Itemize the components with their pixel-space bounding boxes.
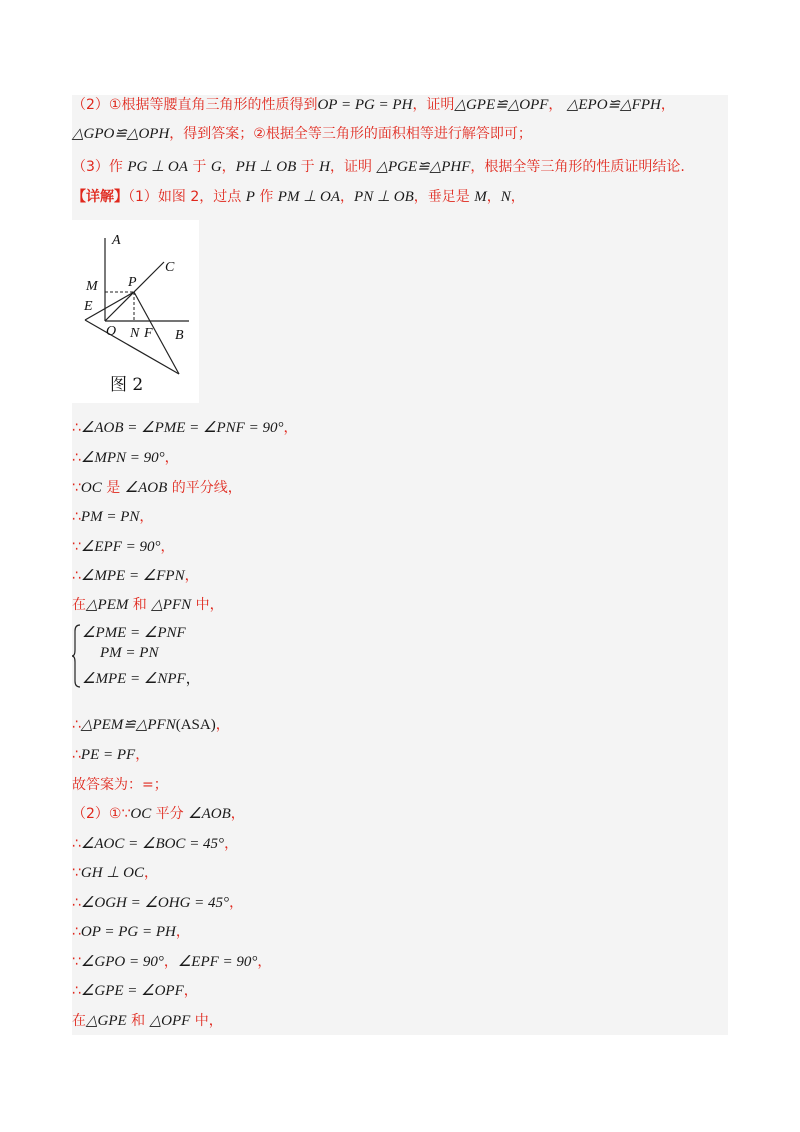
text: 平分	[151, 806, 189, 822]
text: ，	[510, 189, 525, 205]
formula: △GPE≌△OPF	[454, 97, 549, 113]
formula: △GPE	[86, 1013, 127, 1029]
proof-line	[72, 1011, 223, 1031]
punctuation: ，	[139, 509, 154, 525]
formula: PM = PN	[80, 509, 140, 525]
label-a: A	[112, 233, 121, 248]
formula: ∠MPE = ∠FPN	[80, 568, 185, 584]
formula: OC	[130, 806, 152, 822]
label-o: O	[106, 324, 117, 339]
formula: △PFN	[151, 597, 192, 613]
text: （1）如图 2，过点	[128, 189, 246, 205]
punctuation: ，	[144, 865, 158, 881]
proof-line	[72, 981, 198, 1001]
proof-line	[72, 922, 190, 942]
label-m: M	[86, 279, 98, 294]
text: 于	[187, 159, 211, 175]
text: ，	[660, 97, 675, 113]
text: 在	[72, 1013, 86, 1029]
formula: △EPO≌△FPH	[566, 97, 661, 113]
formula: △PEM	[86, 597, 129, 613]
proof-line	[72, 715, 230, 735]
formula: PE = PF	[80, 747, 136, 763]
text: ，	[221, 159, 236, 175]
proof-line	[72, 595, 224, 615]
label-f: F	[144, 326, 153, 341]
punctuation: ，	[184, 568, 199, 584]
text: 中，	[191, 597, 224, 613]
text: 于	[296, 159, 320, 175]
text: 的平分线，	[167, 480, 242, 496]
text: （2）①根据等腰直角三角形的性质得到	[72, 97, 318, 113]
formula: △PGE≌△PHF	[376, 159, 471, 175]
proof-line	[72, 863, 158, 883]
punctuation: ，	[164, 450, 179, 466]
formula: ∠GPO = 90°	[80, 954, 164, 970]
punctuation: ，	[215, 717, 230, 733]
formula: GH ⊥ OC	[80, 865, 144, 881]
text: （2）①	[72, 806, 122, 822]
text: ，	[163, 954, 178, 970]
formula: PG ⊥ OA	[127, 159, 188, 175]
punctuation: ，	[185, 671, 201, 687]
formula: ∠AOC = ∠BOC = 45°	[80, 836, 225, 852]
therefore-symbol: ∴	[72, 420, 81, 436]
text: ，根据全等三角形的性质证明结论.	[470, 159, 685, 175]
system-row	[82, 667, 201, 688]
proof-line	[72, 507, 153, 527]
text: ，	[486, 189, 501, 205]
formula: ∠AOB	[188, 806, 231, 822]
text: ，证明	[329, 159, 377, 175]
analysis-line-2	[72, 95, 675, 115]
text: ，垂足是	[413, 189, 475, 205]
formula: △PEM≌△PFN	[80, 717, 176, 733]
formula: ∠EPF = 90°	[177, 954, 258, 970]
formula: ∠MPE = ∠NPF	[82, 671, 186, 687]
proof-line	[72, 537, 174, 557]
punctuation: ，	[224, 836, 239, 852]
label-e: E	[84, 299, 93, 314]
punctuation: ，	[283, 420, 298, 436]
formula: P	[245, 189, 255, 205]
text: 中，	[190, 1013, 223, 1029]
formula: G	[210, 159, 222, 175]
formula: N	[500, 189, 511, 205]
text: 和	[126, 1013, 150, 1029]
text: （3）作	[72, 159, 128, 175]
punctuation: ，	[230, 806, 245, 822]
reason: (ASA)	[175, 717, 216, 733]
therefore-symbol: ∴	[72, 747, 81, 763]
formula: PH ⊥ OB	[235, 159, 297, 175]
figure-caption: 图 2	[110, 375, 144, 395]
text: ，	[548, 97, 563, 113]
formula: △GPO≌△OPH	[72, 126, 170, 142]
solution-content	[72, 95, 728, 1035]
because-symbol: ∵	[72, 954, 81, 970]
therefore-symbol: ∴	[72, 836, 81, 852]
proof-line	[72, 834, 238, 854]
formula: △OPF	[149, 1013, 191, 1029]
therefore-symbol: ∴	[72, 983, 81, 999]
formula: ∠EPF = 90°	[80, 539, 161, 555]
formula: OC	[80, 480, 102, 496]
answer-line	[72, 775, 168, 795]
because-symbol: ∵	[72, 480, 81, 496]
proof-line	[72, 566, 199, 586]
text: ，得到答案；②根据全等三角形的面积相等进行解答即可；	[169, 126, 532, 142]
detail-heading-line	[72, 187, 525, 207]
therefore-symbol: ∴	[72, 717, 81, 733]
system-row: ∠PME = ∠PNF	[82, 625, 186, 641]
proof-line	[72, 745, 149, 765]
text: 和	[128, 597, 152, 613]
because-symbol: ∵	[72, 865, 81, 881]
formula: PM ⊥ OA	[277, 189, 341, 205]
formula: ∠MPN = 90°	[80, 450, 165, 466]
therefore-symbol: ∴	[72, 895, 81, 911]
punctuation: ，	[229, 895, 244, 911]
left-brace-icon	[72, 623, 82, 689]
formula: PN ⊥ OB	[354, 189, 414, 205]
punctuation: ，	[160, 539, 175, 555]
punctuation: ，	[135, 747, 150, 763]
system-row: PM = PN	[100, 645, 159, 661]
formula: OP = PG = PH	[317, 97, 413, 113]
text: ，	[340, 189, 355, 205]
analysis-line-3	[72, 157, 685, 177]
proof-line	[72, 893, 243, 913]
detail-tag: 【详解】	[72, 189, 128, 205]
formula: OP = PG = PH	[80, 924, 176, 940]
therefore-symbol: ∴	[72, 924, 81, 940]
proof-line	[72, 804, 245, 824]
because-symbol: ∵	[72, 539, 81, 555]
formula: M	[474, 189, 487, 205]
formula: ∠AOB = ∠PME = ∠PNF = 90°	[80, 420, 284, 436]
geometry-figure-2	[72, 220, 199, 403]
punctuation: ，	[183, 983, 198, 999]
punctuation: ，	[257, 954, 272, 970]
therefore-symbol: ∴	[72, 450, 81, 466]
therefore-symbol: ∴	[72, 568, 81, 584]
therefore-symbol: ∴	[72, 509, 81, 525]
text: 在	[72, 597, 86, 613]
text: 故答案为：=；	[72, 777, 168, 793]
label-b: B	[175, 328, 184, 343]
proof-line	[72, 448, 179, 468]
punctuation: ，	[175, 924, 190, 940]
proof-line	[72, 952, 271, 972]
label-p: P	[128, 275, 137, 290]
because-symbol: ∵	[121, 806, 131, 822]
proof-line	[72, 478, 242, 498]
proof-line	[72, 418, 297, 438]
formula: H	[319, 159, 330, 175]
label-c: C	[165, 260, 175, 275]
text: 是	[101, 480, 125, 496]
formula: ∠AOB	[124, 480, 168, 496]
analysis-line-2-cont	[72, 124, 532, 144]
formula: ∠OGH = ∠OHG = 45°	[80, 895, 230, 911]
formula: ∠GPE = ∠OPF	[80, 983, 184, 999]
text: 作	[254, 189, 278, 205]
label-n: N	[130, 326, 140, 341]
text: ，证明	[412, 97, 455, 113]
